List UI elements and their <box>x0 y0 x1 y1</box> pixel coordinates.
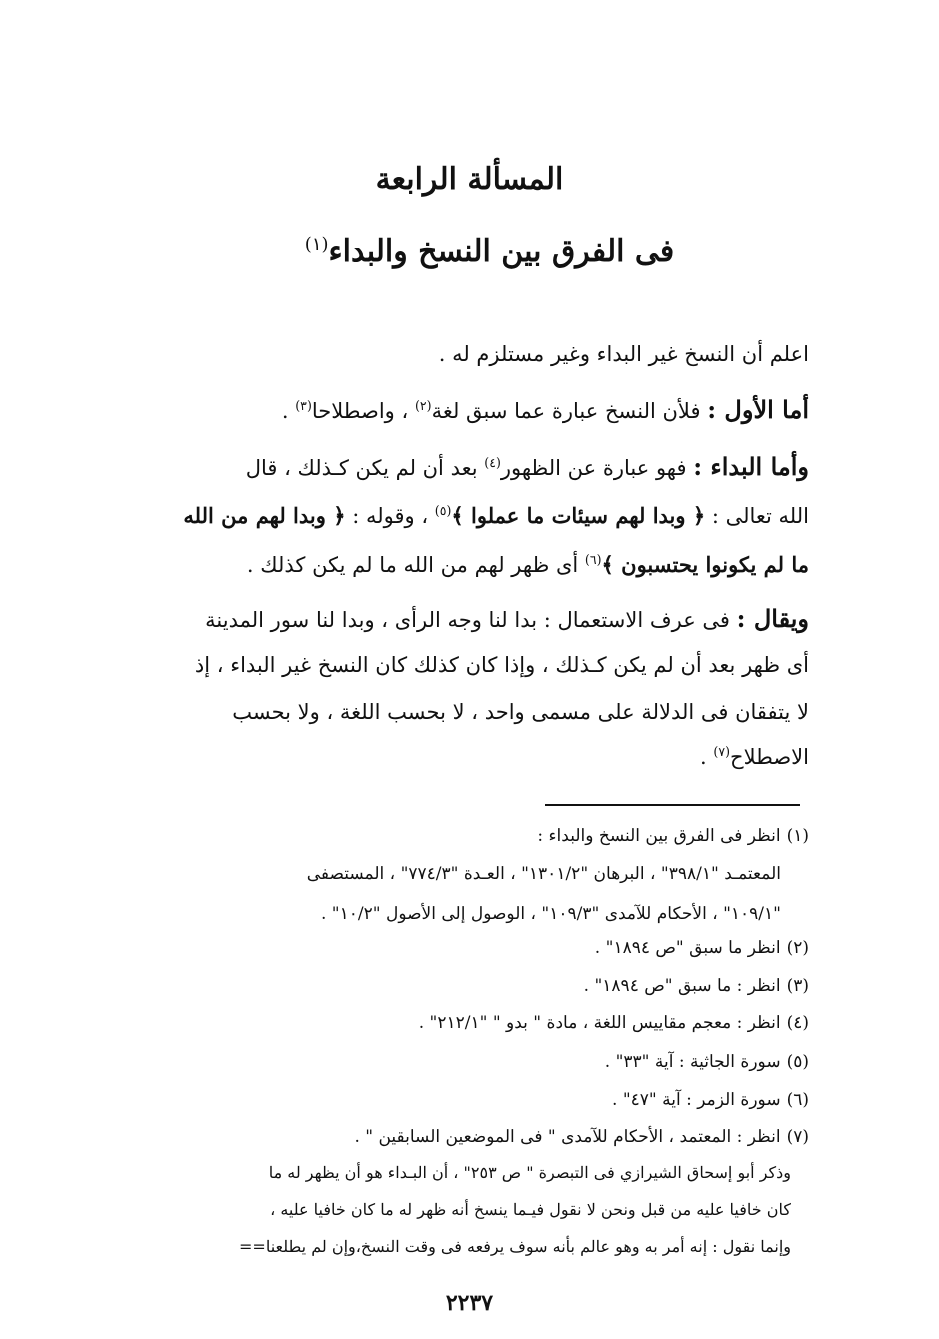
footnote-ref: (٤) <box>484 455 501 470</box>
footnote-continuation: كان خافيا عليه من قبل ونحن لا نقول فيـما ينسخ أنه ظهر له ما كان خافيا عليه ، <box>270 1200 791 1219</box>
footnote-number: (٤) <box>786 1013 809 1033</box>
footnote-number: (٣) <box>786 976 809 996</box>
lead-word: ويقال : <box>736 604 809 633</box>
body-line <box>246 453 809 482</box>
body-line <box>195 653 809 678</box>
footnote-ref: (٣) <box>295 398 312 413</box>
footnote-ref: (١) <box>304 234 329 255</box>
footnote-continuation: المعتمـد "٣٩٨/١" ، البرهان "١٣٠١/٢" ، العـدة "٧٧٤/٣" ، المستصفى <box>306 864 781 884</box>
footnote-continuation: "١٠٩/١" ، الأحكام للآمدى "١٠٩/٣" ، الوصول إلى الأصول "١٠/٢" . <box>320 904 781 924</box>
line-text: بعد أن لم يكن كـذلك ، قال <box>245 456 478 480</box>
line-text: . <box>700 745 707 769</box>
footnote <box>537 826 809 846</box>
footnote-number: (٧) <box>786 1127 809 1147</box>
footnote-text: انظر ما سبق "ص ١٨٩٤" . <box>594 938 781 958</box>
line-text: ، وقوله : <box>352 504 429 528</box>
body-line <box>183 503 809 529</box>
footnote-ref: (٧) <box>713 744 731 759</box>
footnote-text: انظر فى الفرق بين النسخ والبداء : <box>537 826 781 846</box>
footnote <box>584 976 809 996</box>
line-text: فهو عبارة عن الظهور <box>500 456 687 480</box>
footnote-text: سورة الجاثية : آية "٣٣" . <box>604 1052 781 1072</box>
quran-quote: ما لم يكونوا يحتسبون ﴾ <box>601 552 809 577</box>
line-text: فى عرف الاستعمال : بدا لنا وجه الرأى ، وبدا لنا سور المدينة <box>205 608 730 632</box>
footnote-continuation: وذكر أبو إسحاق الشيرازي فى التبصرة " ص ٢٥٣" ، أن البـداء هو أن يظهر له ما <box>268 1163 791 1182</box>
body-line <box>282 396 809 425</box>
page-number: ٢٢٣٧ <box>445 1290 494 1316</box>
footnote-number: (١) <box>786 826 809 846</box>
footnote-text: انظر : ما سبق "ص ١٨٩٤" . <box>583 976 781 996</box>
line-text: الله تعالى : <box>711 504 809 528</box>
footnote-text: انظر : معجم مقاييس اللغة ، مادة " بدو " "٢١٢/١" . <box>418 1013 781 1033</box>
footnote <box>612 1090 809 1110</box>
lead-word: أما الأول : <box>707 395 809 424</box>
section-title: المسألة الرابعة <box>375 162 564 197</box>
footnote <box>419 1013 809 1033</box>
footnote-text: انظر : المعتمد ، الأحكام للآمدى " فى الموضعين السابقين " . <box>354 1127 781 1147</box>
lead-word: وأما البداء : <box>693 452 809 481</box>
footnote-ref: (٢) <box>414 398 432 413</box>
footnote-number: (٦) <box>786 1090 809 1110</box>
footnote-ref: (٦) <box>584 552 602 567</box>
footnote-separator <box>545 804 800 806</box>
subtitle-text: فى الفرق بين النسخ والبداء <box>328 234 675 269</box>
line-text: . <box>281 399 289 423</box>
footnote-number: (٥) <box>786 1052 809 1072</box>
footnote-continuation: وإنما نقول : إنه أمر به وهو عالم بأنه سوف يرفعه فى وقت النسخ،وإن لم يطلعنا== <box>239 1237 791 1256</box>
line-text: ، واصطلاحا <box>311 399 409 423</box>
section-subtitle <box>0 234 939 269</box>
footnote <box>354 1127 809 1147</box>
body-line <box>205 605 809 634</box>
body-line <box>247 552 809 578</box>
line-text: الاصطلاح <box>730 745 809 769</box>
line-text: لا يتفقان فى الدلالة على مسمى واحد ، لا بحسب اللغة ، ولا بحسب <box>232 700 809 724</box>
line-text: فلأن النسخ عبارة عما سبق لغة <box>431 399 701 423</box>
quran-quote: ﴿ وبدا لهم من الله <box>183 503 346 528</box>
quran-quote: ﴿ وبدا لهم سيئات ما عملوا ﴾ <box>451 503 706 528</box>
body-line <box>439 342 809 367</box>
footnote <box>605 1052 809 1072</box>
body-line <box>232 700 809 725</box>
footnote-text: سورة الزمر : آية "٤٧" . <box>612 1090 781 1110</box>
body-line <box>700 745 809 770</box>
line-text: أى ظهر بعد أن لم يكن كـذلك ، وإذا كان كذلك كان النسخ غير البداء ، إذ <box>194 653 809 677</box>
line-text: اعلم أن النسخ غير البداء وغير مستلزم له . <box>438 342 809 366</box>
footnote-ref: (٥) <box>434 503 452 518</box>
line-text: أى ظهر لهم من الله ما لم يكن كذلك . <box>246 553 579 577</box>
footnote-number: (٢) <box>786 938 809 958</box>
footnote <box>595 938 809 958</box>
